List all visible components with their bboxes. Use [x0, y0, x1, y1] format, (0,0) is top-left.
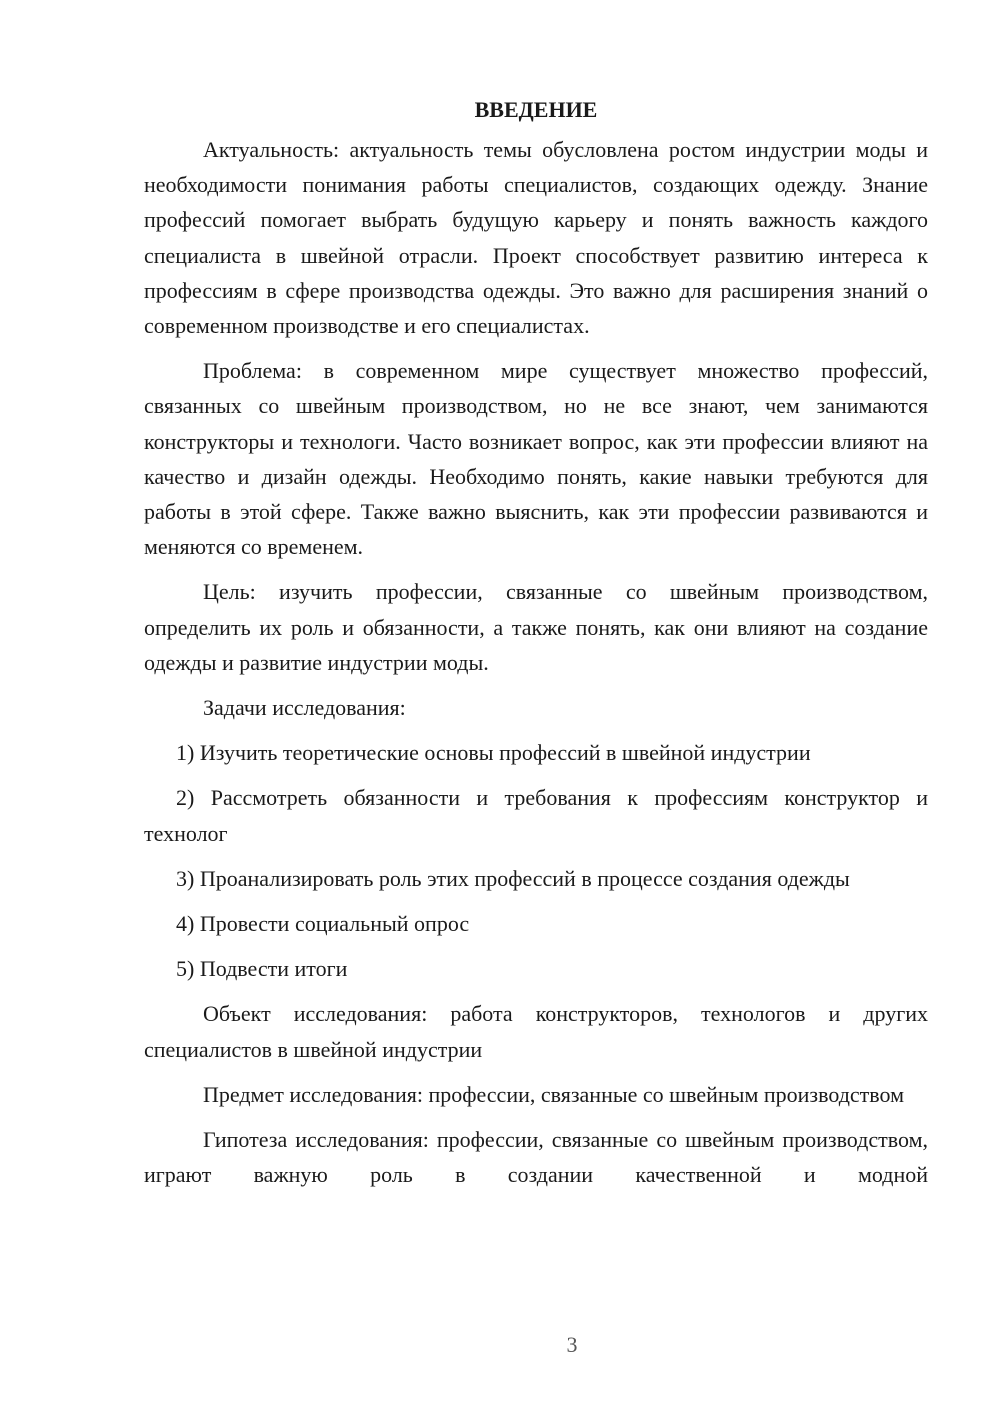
object-paragraph: Объект исследования: работа конструкторов, технологов и других специалистов в швейной индустрии: [144, 1001, 928, 1062]
section-heading: ВВЕДЕНИЕ: [474, 97, 598, 122]
problem-paragraph: Проблема: в современном мире существует множество профессий, связанных со швейным производством, но не все знают, чем занимаются конструкторы и технологи. Часто возникает вопрос, как эти профессии влияют на качество и дизайн одежды. Необходимо понять, какие навыки требуются для работы в этой сфере. Также важно выяснить, как эти профессии развиваются и меняются со временем.: [144, 358, 928, 560]
document-page: [144, 92, 928, 1202]
task-item: 2) Рассмотреть обязанности и требования к профессиям конструктор и технолог: [144, 785, 928, 846]
task-item: 4) Провести социальный опрос: [176, 911, 470, 937]
subject-paragraph: Предмет исследования: профессии, связанные со швейным производством: [203, 1081, 905, 1107]
task-item: 5) Подвести итоги: [176, 956, 348, 982]
tasks-heading: Задачи исследования:: [203, 695, 406, 721]
page-number: 3: [566, 1332, 578, 1357]
task-item: 3) Проанализировать роль этих профессий в процессе создания одежды: [176, 865, 850, 891]
goal-paragraph: Цель: изучить профессии, связанные со швейным производством, определить их роль и обязанности, а также понять, как они влияют на создание одежды и развитие индустрии моды.: [144, 579, 928, 675]
relevance-paragraph: Актуальность: актуальность темы обусловлена ростом индустрии моды и необходимости понимания работы специалистов, создающих одежду. Знание профессий помогает выбрать будущую карьеру и понять важность каждого специалиста в швейной отрасли. Проект способствует развитию интереса к профессиям в сфере производства одежды. Это важно для расширения знаний о современном производстве и его специалистах.: [144, 137, 928, 339]
task-item: 1) Изучить теоретические основы профессий в швейной индустрии: [176, 740, 811, 766]
hypothesis-paragraph: Гипотеза исследования: профессии, связанные со швейным производством, играют важную роль в создании качественной и модной: [144, 1127, 928, 1188]
